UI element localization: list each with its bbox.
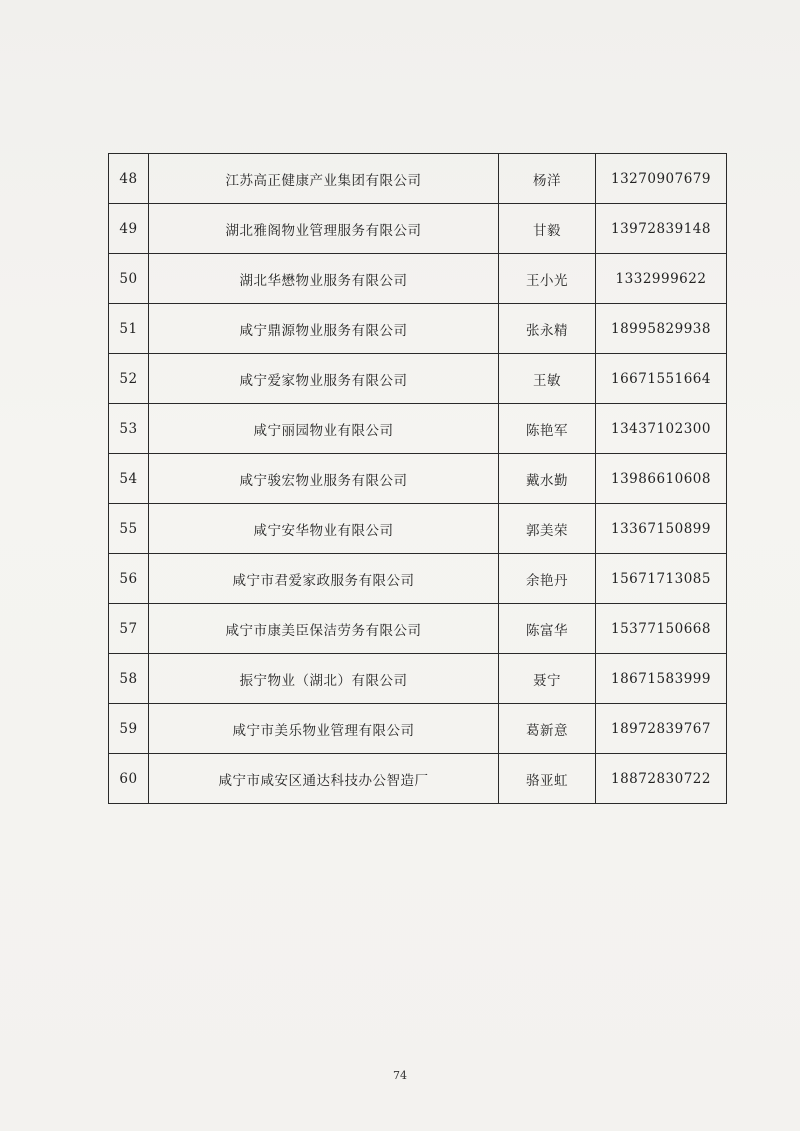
contact-name: 郭美荣 <box>499 504 596 554</box>
contact-name: 王敏 <box>499 354 596 404</box>
phone-number: 13986610608 <box>596 454 727 504</box>
contact-name: 张永精 <box>499 304 596 354</box>
company-name: 咸宁骏宏物业服务有限公司 <box>149 454 499 504</box>
phone-number: 16671551664 <box>596 354 727 404</box>
company-name: 咸宁市君爱家政服务有限公司 <box>149 554 499 604</box>
table-row <box>109 304 727 354</box>
row-number: 60 <box>109 754 149 804</box>
contact-name: 陈富华 <box>499 604 596 654</box>
contact-name: 余艳丹 <box>499 554 596 604</box>
phone-number: 15377150668 <box>596 604 727 654</box>
contact-name: 陈艳军 <box>499 404 596 454</box>
row-number: 58 <box>109 654 149 704</box>
company-name: 咸宁鼎源物业服务有限公司 <box>149 304 499 354</box>
table-row <box>109 604 727 654</box>
table-row <box>109 704 727 754</box>
row-number: 55 <box>109 504 149 554</box>
contact-name: 戴水勤 <box>499 454 596 504</box>
row-number: 50 <box>109 254 149 304</box>
company-name: 咸宁爱家物业服务有限公司 <box>149 354 499 404</box>
row-number: 57 <box>109 604 149 654</box>
table-row <box>109 154 727 204</box>
table-row <box>109 654 727 704</box>
contact-name: 王小光 <box>499 254 596 304</box>
phone-number: 13437102300 <box>596 404 727 454</box>
phone-number: 18671583999 <box>596 654 727 704</box>
row-number: 51 <box>109 304 149 354</box>
row-number: 56 <box>109 554 149 604</box>
company-name: 咸宁市康美臣保洁劳务有限公司 <box>149 604 499 654</box>
row-number: 54 <box>109 454 149 504</box>
page-number: 74 <box>393 1069 407 1082</box>
phone-number: 18995829938 <box>596 304 727 354</box>
row-number: 59 <box>109 704 149 754</box>
table-row <box>109 354 727 404</box>
company-name: 湖北雅阁物业管理服务有限公司 <box>149 204 499 254</box>
phone-number: 18872830722 <box>596 754 727 804</box>
row-number: 53 <box>109 404 149 454</box>
table-row <box>109 454 727 504</box>
contact-name: 葛新意 <box>499 704 596 754</box>
phone-number: 1332999622 <box>596 254 727 304</box>
phone-number: 15671713085 <box>596 554 727 604</box>
contact-name: 杨洋 <box>499 154 596 204</box>
table-row <box>109 554 727 604</box>
row-number: 48 <box>109 154 149 204</box>
phone-number: 18972839767 <box>596 704 727 754</box>
table-row <box>109 404 727 454</box>
contact-name: 聂宁 <box>499 654 596 704</box>
table-row <box>109 204 727 254</box>
company-name: 咸宁市咸安区通达科技办公智造厂 <box>149 754 499 804</box>
phone-number: 13367150899 <box>596 504 727 554</box>
company-name: 湖北华懋物业服务有限公司 <box>149 254 499 304</box>
table-row <box>109 754 727 804</box>
phone-number: 13270907679 <box>596 154 727 204</box>
company-name: 江苏高正健康产业集团有限公司 <box>149 154 499 204</box>
company-name: 咸宁安华物业有限公司 <box>149 504 499 554</box>
phone-number: 13972839148 <box>596 204 727 254</box>
company-name: 咸宁丽园物业有限公司 <box>149 404 499 454</box>
company-table <box>108 153 727 804</box>
contact-name: 甘毅 <box>499 204 596 254</box>
company-name: 振宁物业（湖北）有限公司 <box>149 654 499 704</box>
row-number: 49 <box>109 204 149 254</box>
table-row <box>109 504 727 554</box>
company-name: 咸宁市美乐物业管理有限公司 <box>149 704 499 754</box>
table-row <box>109 254 727 304</box>
row-number: 52 <box>109 354 149 404</box>
contact-name: 骆亚虹 <box>499 754 596 804</box>
